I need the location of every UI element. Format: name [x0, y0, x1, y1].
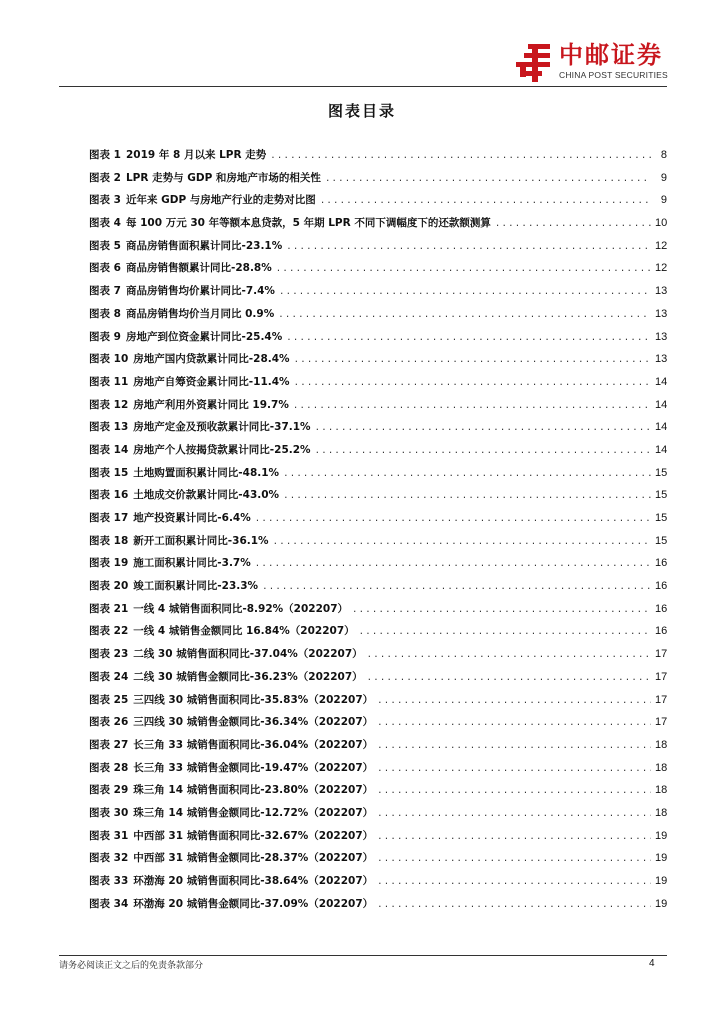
toc-item[interactable]	[89, 806, 667, 829]
toc-figure-number: 图表 8	[89, 307, 121, 320]
toc-leader-dots	[377, 784, 651, 798]
toc-page-number: 10	[655, 217, 668, 230]
toc-leader-dots	[294, 353, 651, 367]
toc-figure-number: 图表 34	[89, 897, 129, 910]
toc-page-number: 14	[655, 421, 668, 434]
toc-leader-dots	[270, 149, 651, 163]
toc-figure-number: 图表 10	[89, 353, 129, 366]
toc-figure-title: 商品房销售面积累计同比-23.1%	[125, 239, 283, 252]
toc-figure-number: 图表 21	[89, 602, 129, 615]
toc-item[interactable]	[89, 284, 667, 307]
toc-figure-number: 图表 20	[89, 580, 129, 593]
toc-item[interactable]	[89, 761, 667, 784]
toc-figure-title: 三四线 30 城销售金额同比-36.34%（202207）	[133, 716, 374, 729]
toc-item[interactable]	[89, 693, 667, 716]
toc-item[interactable]	[89, 829, 667, 852]
toc-item[interactable]	[89, 352, 667, 375]
toc-item[interactable]	[89, 148, 667, 171]
toc-item[interactable]	[89, 261, 667, 284]
toc-item[interactable]	[89, 738, 667, 761]
toc-figure-title: 一线 4 城销售金额同比 16.84%（202207）	[133, 625, 355, 638]
toc-item[interactable]	[89, 420, 667, 443]
toc-item[interactable]	[89, 466, 667, 489]
toc-leader-dots	[279, 285, 651, 299]
toc-page-number: 14	[655, 375, 668, 388]
toc-figure-title: 施工面积累计同比-3.7%	[133, 557, 251, 570]
toc-item[interactable]	[89, 171, 667, 194]
toc-page-number: 15	[655, 489, 668, 502]
toc-page-number: 15	[655, 534, 668, 547]
toc-leader-dots	[377, 875, 651, 889]
toc-figure-number: 图表 18	[89, 534, 129, 547]
toc-page-number: 14	[655, 398, 668, 411]
brand-name-cn: 中邮证券	[559, 41, 663, 69]
toc-page-number: 12	[655, 262, 668, 275]
toc-page-number: 18	[655, 784, 668, 797]
toc-figure-number: 图表 9	[89, 330, 121, 343]
toc-figure-title: 房地产个人按揭贷款累计同比-25.2%	[133, 443, 311, 456]
toc-leader-dots	[359, 625, 651, 639]
toc-item[interactable]	[89, 602, 667, 625]
toc-figure-title: 商品房销售均价当月同比 0.9%	[125, 307, 275, 320]
toc-leader-dots	[276, 262, 651, 276]
toc-item[interactable]	[89, 216, 667, 239]
toc-page-number: 19	[655, 852, 668, 865]
toc-page-number: 15	[655, 466, 668, 479]
toc-item[interactable]	[89, 307, 667, 330]
toc-figure-number: 图表 27	[89, 738, 129, 751]
toc-figure-number: 图表 25	[89, 693, 129, 706]
toc-page-number: 13	[655, 330, 668, 343]
toc-item[interactable]	[89, 375, 667, 398]
toc-figure-title: 近年来 GDP 与房地产行业的走势对比图	[125, 194, 316, 207]
toc-page-number: 14	[655, 443, 668, 456]
page-number: 4	[649, 958, 655, 969]
toc-figure-title: 2019 年 8 月以来 LPR 走势	[125, 149, 267, 161]
toc-page-number: 13	[655, 285, 668, 298]
toc-leader-dots	[262, 580, 651, 594]
toc-figure-number: 图表 4	[89, 217, 121, 230]
toc-leader-dots	[255, 557, 651, 571]
toc-leader-dots	[294, 376, 651, 390]
toc-figure-number: 图表 1	[89, 149, 121, 161]
toc-item[interactable]	[89, 511, 667, 534]
toc-leader-dots	[315, 444, 651, 458]
toc-item[interactable]	[89, 715, 667, 738]
toc-figure-number: 图表 7	[89, 285, 121, 298]
toc-leader-dots	[286, 240, 651, 254]
toc-figure-title: 新开工面积累计同比-36.1%	[133, 534, 269, 547]
toc-leader-dots	[377, 716, 651, 730]
toc-leader-dots	[377, 762, 651, 776]
toc-page-number: 16	[655, 625, 668, 638]
toc-page-number: 9	[660, 171, 667, 184]
toc-figure-number: 图表 26	[89, 716, 129, 729]
toc-item[interactable]	[89, 193, 667, 216]
toc-figure-number: 图表 30	[89, 806, 129, 819]
toc-page-number: 16	[655, 580, 668, 593]
toc-figure-title: 中西部 31 城销售面积同比-32.67%（202207）	[133, 829, 374, 842]
toc-leader-dots	[325, 172, 651, 186]
toc-figure-title: 土地成交价款累计同比-43.0%	[133, 489, 280, 502]
toc-leader-dots	[283, 467, 651, 481]
toc-figure-title: 环渤海 20 城销售金额同比-37.09%（202207）	[133, 897, 374, 910]
disclaimer-note: 请务必阅读正文之后的免责条款部分	[59, 961, 204, 971]
toc-figure-number: 图表 19	[89, 557, 129, 570]
toc-figure-title: 房地产自筹资金累计同比-11.4%	[133, 375, 290, 388]
toc-figure-number: 图表 23	[89, 648, 129, 661]
toc-leader-dots	[315, 421, 651, 435]
toc-figure-title: 房地产定金及预收款累计同比-37.1%	[133, 421, 311, 434]
toc-leader-dots	[377, 739, 651, 753]
toc-figure-title: 三四线 30 城销售面积同比-35.83%（202207）	[133, 693, 374, 706]
toc-figure-number: 图表 11	[89, 375, 129, 388]
toc-leader-dots	[377, 807, 651, 821]
header-divider	[59, 86, 667, 87]
toc-figure-title: 珠三角 14 城销售面积同比-23.80%（202207）	[133, 784, 374, 797]
toc-figure-number: 图表 5	[89, 239, 121, 252]
toc-page-number: 8	[660, 149, 667, 161]
toc-figure-number: 图表 24	[89, 670, 129, 683]
toc-figure-title: 商品房销售额累计同比-28.8%	[125, 262, 272, 275]
toc-leader-dots	[352, 603, 651, 617]
toc-page-number: 18	[655, 806, 668, 819]
toc-item[interactable]	[89, 330, 667, 353]
toc-page-number: 17	[655, 670, 668, 683]
toc-item[interactable]	[89, 851, 667, 874]
toc-figure-title: 长三角 33 城销售面积同比-36.04%（202207）	[133, 738, 374, 751]
toc-leader-dots	[495, 217, 651, 231]
toc-page-number: 13	[655, 353, 668, 366]
toc-page-number: 19	[655, 875, 668, 887]
toc-figure-title: 房地产利用外资累计同比 19.7%	[133, 398, 289, 411]
toc-figure-title: 一线 4 城销售面积同比-8.92%（202207）	[133, 602, 349, 615]
toc-item[interactable]	[89, 624, 667, 647]
toc-item[interactable]	[89, 556, 667, 579]
toc-figure-title: 环渤海 20 城销售面积同比-38.64%（202207）	[133, 875, 374, 887]
toc-page-number: 19	[655, 829, 668, 842]
toc-item[interactable]	[89, 647, 667, 670]
toc-figure-title: 珠三角 14 城销售金额同比-12.72%（202207）	[133, 806, 374, 819]
toc-figure-title: 中西部 31 城销售金额同比-28.37%（202207）	[133, 852, 374, 865]
toc-figure-number: 图表 2	[89, 171, 121, 184]
toc-leader-dots	[367, 648, 651, 662]
toc-item[interactable]	[89, 874, 667, 897]
toc-figure-number: 图表 3	[89, 194, 121, 207]
toc-leader-dots	[273, 535, 651, 549]
toc-page-number: 18	[655, 738, 668, 751]
toc-page-number: 17	[655, 693, 668, 706]
toc-figure-title: 竣工面积累计同比-23.3%	[133, 580, 259, 593]
toc-figure-title: 长三角 33 城销售金额同比-19.47%（202207）	[133, 761, 374, 774]
toc-page-number: 16	[655, 602, 668, 615]
toc-page-number: 16	[655, 557, 668, 570]
toc-figure-number: 图表 29	[89, 784, 129, 797]
toc-figure-title: 土地购置面积累计同比-48.1%	[133, 466, 280, 479]
toc-figure-number: 图表 28	[89, 761, 129, 774]
toc-figure-title: LPR 走势与 GDP 和房地产市场的相关性	[125, 171, 321, 184]
toc-figure-title: 地产投资累计同比-6.4%	[133, 512, 251, 524]
brand-name-en: CHINA POST SECURITIES	[559, 70, 668, 80]
toc-figure-number: 图表 13	[89, 421, 129, 434]
page-header	[0, 0, 724, 90]
page-title: 图表目录	[327, 102, 396, 120]
toc-page-number: 9	[660, 194, 667, 207]
toc-figure-number: 图表 12	[89, 398, 129, 411]
table-of-figures	[89, 148, 667, 919]
toc-item[interactable]	[89, 488, 667, 511]
toc-figure-number: 图表 16	[89, 489, 129, 502]
toc-item[interactable]	[89, 670, 667, 693]
toc-leader-dots	[377, 830, 651, 844]
toc-item[interactable]	[89, 398, 667, 421]
toc-page-number: 17	[655, 716, 668, 729]
toc-leader-dots	[286, 331, 651, 345]
toc-figure-title: 二线 30 城销售金额同比-36.23%（202207）	[133, 670, 363, 683]
toc-figure-title: 商品房销售均价累计同比-7.4%	[125, 285, 275, 298]
toc-figure-number: 图表 31	[89, 829, 129, 842]
toc-page-number: 19	[655, 897, 668, 910]
toc-item[interactable]	[89, 239, 667, 262]
toc-leader-dots	[293, 399, 651, 413]
toc-page-number: 15	[655, 512, 668, 524]
toc-page-number: 12	[655, 239, 668, 252]
toc-leader-dots	[278, 308, 651, 322]
toc-leader-dots	[377, 852, 651, 866]
toc-page-number: 13	[655, 307, 668, 320]
toc-page-number: 18	[655, 761, 668, 774]
china-post-logo-icon	[514, 44, 554, 82]
toc-figure-title: 房地产到位资金累计同比-25.4%	[125, 330, 283, 343]
toc-figure-title: 房地产国内贷款累计同比-28.4%	[133, 353, 290, 366]
toc-figure-number: 图表 17	[89, 512, 129, 524]
toc-leader-dots	[320, 194, 651, 208]
toc-item[interactable]	[89, 534, 667, 557]
toc-figure-number: 图表 15	[89, 466, 129, 479]
toc-leader-dots	[283, 489, 651, 503]
toc-figure-title: 每 100 万元 30 年等额本息贷款，5 年期 LPR 不同下调幅度下的还款额测算	[125, 217, 491, 230]
toc-item[interactable]	[89, 783, 667, 806]
toc-leader-dots	[377, 694, 651, 708]
toc-figure-number: 图表 6	[89, 262, 121, 275]
toc-leader-dots	[255, 512, 651, 526]
toc-figure-title: 二线 30 城销售面积同比-37.04%（202207）	[133, 648, 363, 661]
toc-page-number: 17	[655, 648, 668, 661]
toc-figure-number: 图表 14	[89, 443, 129, 456]
toc-figure-number: 图表 22	[89, 625, 129, 638]
toc-item[interactable]	[89, 443, 667, 466]
toc-leader-dots	[377, 898, 651, 912]
toc-leader-dots	[367, 671, 651, 685]
footer-divider	[59, 955, 667, 956]
toc-item[interactable]	[89, 897, 667, 920]
toc-figure-number: 图表 32	[89, 852, 129, 865]
toc-figure-number: 图表 33	[89, 875, 129, 887]
toc-item[interactable]	[89, 579, 667, 602]
